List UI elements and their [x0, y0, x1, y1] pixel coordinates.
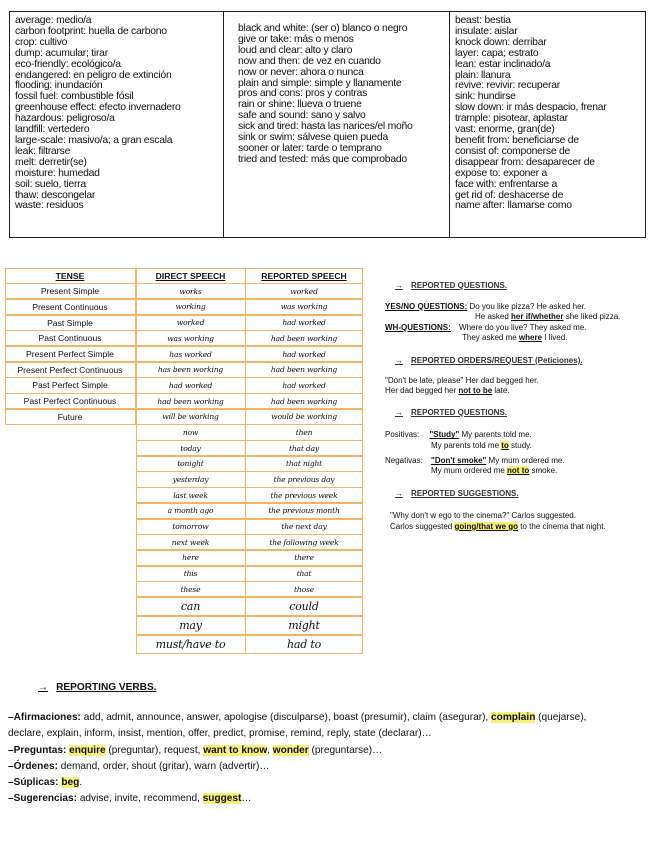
- note-text: study.: [508, 440, 532, 450]
- verbs-line: [8, 791, 653, 807]
- table-row: [5, 346, 363, 362]
- note-emphasis: not to: [507, 466, 530, 476]
- reported-cell: could: [245, 597, 363, 617]
- vocab-entry: now and then: de vez en cuando: [238, 55, 381, 67]
- note-line: [385, 441, 653, 452]
- section-title: REPORTED QUESTIONS.: [411, 281, 508, 290]
- verbs-line: [8, 710, 653, 726]
- table-row: [5, 535, 363, 551]
- table-row: [5, 441, 363, 457]
- arrow-icon: →: [395, 488, 403, 498]
- note-line: [385, 323, 653, 334]
- note-line: [385, 522, 653, 533]
- tense-cell: Past Perfect Simple: [5, 377, 136, 393]
- verbs-text: advise, invite, recommend,: [77, 793, 203, 805]
- vocab-column-binomials: [224, 12, 450, 237]
- table-row: [5, 472, 363, 488]
- reported-cell: had been working: [245, 362, 363, 378]
- direct-cell: had worked: [136, 377, 246, 393]
- table-row: [5, 550, 363, 566]
- vocab-entry: disappear from: desaparecer de: [455, 156, 595, 168]
- tense-cell: Present Continuous: [5, 299, 136, 315]
- section-heading: [38, 680, 653, 696]
- table-row: [5, 488, 363, 504]
- table-row: [5, 566, 363, 582]
- direct-cell: has worked: [136, 346, 246, 362]
- vocab-entry: hazardous: peligroso/a: [15, 113, 115, 125]
- table-row: [5, 503, 363, 519]
- vocab-entry: vast: enorme, gran(de): [455, 124, 555, 136]
- verbs-highlight: enquire: [69, 744, 106, 756]
- reported-cell: would be working: [245, 409, 363, 425]
- section-title: REPORTED ORDERS/REQUEST (Peticiones).: [411, 355, 583, 365]
- direct-cell: will be working: [136, 409, 246, 425]
- verbs-text: (preguntarse)…: [308, 744, 383, 756]
- vocab-entry: now or never: ahora o nunca: [238, 66, 364, 78]
- direct-cell: has been working: [136, 362, 246, 378]
- vocab-entry: consist of: componerse de: [455, 145, 571, 157]
- vocab-entry: expose to: exponer a: [455, 167, 548, 179]
- empty-cell: [5, 487, 136, 503]
- table-row: [5, 284, 363, 300]
- vocab-entry: waste: residuos: [15, 200, 84, 212]
- vocab-entry: slow down: ir más despacio, frenar: [455, 102, 607, 114]
- table-row: [5, 456, 363, 472]
- note-line: "Why don't w ego to the cinema?" Carlos suggested.: [390, 511, 576, 521]
- table-header-row: [5, 268, 363, 284]
- vocab-entry: beast: bestia: [455, 15, 511, 26]
- vocab-entry: loud and clear: alto y claro: [238, 44, 353, 56]
- reported-cell: had been working: [245, 330, 363, 346]
- empty-cell: [5, 616, 136, 636]
- direct-cell: this: [136, 566, 246, 582]
- arrow-icon: →: [38, 682, 49, 693]
- note-line: [385, 430, 653, 441]
- table-row: [5, 315, 363, 331]
- note-text: to the cinema that night.: [518, 521, 606, 531]
- reported-cell: that: [245, 566, 363, 582]
- direct-cell: tonight: [136, 456, 246, 472]
- vocab-entry: get rid of: deshacerse de: [455, 189, 564, 201]
- direct-cell: a month ago: [136, 503, 246, 519]
- verbs-highlight: complain: [491, 712, 536, 724]
- verbs-line: declare, explain, inform, insist, mention, offer, predict, promise, remind, reply, state (declarar)…: [8, 728, 432, 740]
- empty-cell: [5, 597, 136, 617]
- vocab-entry: tried and tested: más que comprobado: [238, 153, 407, 165]
- direct-cell: tomorrow: [136, 519, 246, 535]
- table-row: [5, 394, 363, 410]
- reported-cell: had been working: [245, 393, 363, 409]
- note-line: [385, 312, 653, 323]
- reported-cell: the following week: [245, 534, 363, 550]
- reported-cell: those: [245, 581, 363, 597]
- direct-cell: next week: [136, 534, 246, 550]
- vocab-entry: eco-friendly: ecológico/a: [15, 58, 121, 70]
- direct-cell: yesterday: [136, 471, 246, 487]
- wh-label: WH-QUESTIONS:: [385, 322, 451, 332]
- note-emphasis: "Study": [429, 430, 460, 440]
- direct-cell: must/have to: [136, 635, 246, 655]
- vocab-column-verbs: [450, 12, 645, 237]
- vocab-entry: insulate: aislar: [455, 25, 518, 37]
- vocabulary-table: [9, 11, 646, 238]
- empty-cell: [5, 471, 136, 487]
- direct-cell: had been working: [136, 393, 246, 409]
- vocab-entry: safe and sound: sano y salvo: [238, 110, 366, 122]
- vocab-entry: plain and simple: simple y llanamente: [238, 77, 402, 89]
- arrow-icon: →: [395, 407, 403, 417]
- arrow-icon: →: [395, 281, 403, 290]
- verbs-highlight: want to know: [203, 744, 268, 756]
- vocab-entry: carbon footprint: huella de carbono: [15, 25, 167, 37]
- empty-cell: [5, 519, 136, 535]
- vocab-entry: fossil fuel: combustible fósil: [15, 91, 134, 103]
- reported-cell: the previous month: [245, 503, 363, 519]
- reported-cell: had worked: [245, 346, 363, 362]
- table-row: [5, 409, 363, 425]
- vocab-entry: layer: capa; estrato: [455, 47, 539, 59]
- verbs-line: [8, 759, 653, 775]
- vocab-entry: moisture: humedad: [15, 167, 100, 179]
- reported-cell: then: [245, 424, 363, 440]
- note-text: she liked pizza.: [563, 312, 621, 322]
- section-title: REPORTED SUGGESTIONS.: [411, 488, 519, 498]
- note-text: My mum ordered me: [431, 466, 508, 476]
- reported-cell: worked: [245, 283, 363, 299]
- table-row: [5, 519, 363, 535]
- tense-cell: Present Simple: [5, 283, 136, 299]
- vocab-entry: name after: llamarse como: [455, 200, 572, 212]
- vocab-entry: black and white: (ser o) blanco o negro: [238, 23, 408, 34]
- vocab-entry: dump: acumular; tirar: [15, 47, 108, 59]
- vocab-entry: average: medio/a: [15, 15, 92, 26]
- direct-cell: last week: [136, 487, 246, 503]
- vocab-entry: leak: filtrarse: [15, 145, 71, 157]
- verbs-highlight: wonder: [272, 744, 309, 756]
- verbs-label: –Preguntas:: [8, 744, 67, 756]
- tense-cell: Present Perfect Simple: [5, 346, 136, 362]
- table-row: [5, 331, 363, 347]
- tense-cell: Past Perfect Continuous: [5, 393, 136, 409]
- note-emphasis: "Don't smoke": [431, 455, 487, 465]
- note-line: [385, 456, 653, 467]
- verbs-text: (preguntar), request,: [105, 744, 204, 756]
- verbs-highlight: suggest: [202, 793, 242, 805]
- note-line: [385, 466, 653, 477]
- note-emphasis: not to be: [458, 386, 493, 396]
- header-reported-speech: REPORTED SPEECH: [245, 268, 363, 284]
- vocab-entry: endangered: en peligro de extinción: [15, 69, 172, 81]
- verbs-text: demand, order, shout (gritar), warn (advertir)…: [57, 760, 270, 772]
- vocab-entry: knock down: derribar: [455, 36, 547, 48]
- vocab-entry: give or take: más o menos: [238, 33, 354, 45]
- note-emphasis: her if/whether: [511, 312, 564, 322]
- tense-cell: Past Simple: [5, 315, 136, 331]
- reported-cell: was working: [245, 299, 363, 315]
- reported-speech-table: [5, 268, 363, 654]
- verbs-label: –Sugerencias:: [8, 793, 78, 805]
- note-text: My parents told me: [431, 440, 502, 450]
- vocab-entry: trample: pisotear, aplastar: [455, 113, 568, 125]
- section-title: REPORTING VERBS.: [56, 682, 157, 693]
- note-text: I lived.: [542, 333, 568, 343]
- vocab-entry: soil: suelo, tierra: [15, 178, 86, 190]
- direct-cell: today: [136, 440, 246, 456]
- direct-cell: can: [136, 597, 246, 617]
- yes-no-label: YES/NO QUESTIONS:: [385, 301, 468, 311]
- verbs-highlight: beg: [61, 777, 80, 789]
- tense-cell: Present Perfect Continuous: [5, 362, 136, 378]
- verbs-text: …: [241, 793, 252, 805]
- note-text: My mum ordered me.: [486, 455, 565, 465]
- arrow-icon: →: [395, 355, 403, 365]
- reporting-verbs-section: [8, 680, 653, 807]
- reported-cell: might: [245, 616, 363, 636]
- vocab-entry: crop: cultivo: [15, 36, 68, 48]
- table-row: [5, 378, 363, 394]
- vocab-entry: sink: hundirse: [455, 91, 516, 103]
- reported-cell: had worked: [245, 315, 363, 331]
- tense-cell: Future: [5, 409, 136, 425]
- reported-cell: that day: [245, 440, 363, 456]
- empty-cell: [5, 503, 136, 519]
- vocab-entry: face with: enfrentarse a: [455, 178, 558, 190]
- note-line: [385, 333, 653, 344]
- vocab-entry: lean: estar inclinado/a: [455, 58, 551, 70]
- direct-cell: now: [136, 424, 246, 440]
- empty-cell: [5, 550, 136, 566]
- section-heading: [395, 356, 653, 367]
- direct-cell: here: [136, 550, 246, 566]
- reported-cell: that night: [245, 456, 363, 472]
- direct-cell: worked: [136, 315, 246, 331]
- direct-cell: was working: [136, 330, 246, 346]
- reported-cell: there: [245, 550, 363, 566]
- note-label: Positivas:: [385, 430, 420, 440]
- empty-cell: [5, 456, 136, 472]
- vocab-entry: landfill: vertedero: [15, 124, 90, 136]
- verbs-text: (quejarse),: [535, 712, 587, 724]
- table-row: [5, 299, 363, 315]
- note-text: He asked: [475, 312, 512, 322]
- vocab-entry: greenhouse effect: efecto invernadero: [15, 102, 181, 114]
- vocab-entry: revive: revivir: recuperar: [455, 80, 560, 92]
- vocab-entry: melt: derretir(se): [15, 156, 87, 168]
- note-label: Negativas:: [385, 455, 423, 465]
- section-heading: [395, 281, 653, 292]
- section-title: REPORTED QUESTIONS.: [411, 407, 508, 417]
- table-row: [5, 616, 363, 635]
- note-text: Where do you live? They asked me.: [459, 322, 587, 332]
- verbs-text: .: [79, 777, 83, 789]
- note-text: They asked me: [462, 333, 519, 343]
- note-text: My parents told me.: [459, 430, 532, 440]
- vocab-column-environment: [10, 12, 224, 237]
- note-text: Do you like pizza? He asked her.: [469, 301, 586, 311]
- note-text: smoke.: [529, 466, 558, 476]
- header-tense: TENSE: [5, 268, 136, 284]
- vocab-entry: rain or shine: llueva o truene: [238, 99, 362, 111]
- direct-cell: works: [136, 283, 246, 299]
- note-text: late.: [492, 386, 510, 396]
- verbs-line: [8, 775, 653, 791]
- reported-cell: the previous week: [245, 487, 363, 503]
- direct-cell: may: [136, 616, 246, 636]
- empty-cell: [5, 440, 136, 456]
- verbs-text: ,: [267, 744, 273, 756]
- note-line: [385, 386, 653, 397]
- note-line: [385, 302, 653, 313]
- note-emphasis: to: [501, 440, 509, 450]
- reported-cell: had to: [245, 635, 363, 655]
- empty-cell: [5, 424, 136, 440]
- reported-cell: the next day: [245, 519, 363, 535]
- vocab-entry: sooner or later: tarde o temprano: [238, 142, 382, 154]
- vocab-entry: pros and cons: pros y contras: [238, 88, 368, 100]
- empty-cell: [5, 566, 136, 582]
- vocab-entry: benefit from: beneficiarse de: [455, 134, 579, 146]
- direct-cell: these: [136, 581, 246, 597]
- empty-cell: [5, 635, 136, 655]
- vocab-entry: thaw: descongelar: [15, 189, 96, 201]
- note-line: "Don't be late, please" Her dad begged her.: [385, 375, 539, 385]
- section-heading: [395, 489, 653, 500]
- table-row: [5, 597, 363, 616]
- verbs-label: –Afirmaciones:: [8, 712, 81, 724]
- reported-cell: the previous day: [245, 471, 363, 487]
- vocab-entry: large-scale: masivo/a; a gran escala: [15, 134, 173, 146]
- vocab-entry: sick and tired: hasta las narices/el moño: [238, 121, 413, 133]
- empty-cell: [5, 581, 136, 597]
- verbs-label: –Órdenes:: [8, 760, 58, 772]
- empty-cell: [5, 534, 136, 550]
- verbs-line: [8, 743, 653, 759]
- tense-cell: Past Continuous: [5, 330, 136, 346]
- section-heading: [395, 408, 653, 419]
- table-row: [5, 582, 363, 598]
- verbs-label: –Súplicas:: [8, 777, 59, 789]
- table-row: [5, 362, 363, 378]
- table-row: [5, 425, 363, 441]
- header-direct-speech: DIRECT SPEECH: [136, 268, 246, 284]
- note-text: Her dad begged her: [385, 386, 459, 396]
- reported-speech-notes: [385, 281, 653, 533]
- verbs-text: add, admit, announce, answer, apologise (disculparse), boast (presumir), claim (asegurar),: [80, 712, 492, 724]
- note-emphasis: going/that we go: [454, 521, 519, 531]
- note-text: Carlos suggested: [390, 521, 455, 531]
- vocab-entry: sink or swim: sálvese quien pueda: [238, 132, 388, 144]
- vocab-entry: flooding: inundación: [15, 80, 103, 92]
- direct-cell: working: [136, 299, 246, 315]
- note-emphasis: where: [518, 333, 543, 343]
- table-row: [5, 635, 363, 654]
- vocab-entry: plain: llanura: [455, 69, 511, 81]
- reported-cell: had worked: [245, 377, 363, 393]
